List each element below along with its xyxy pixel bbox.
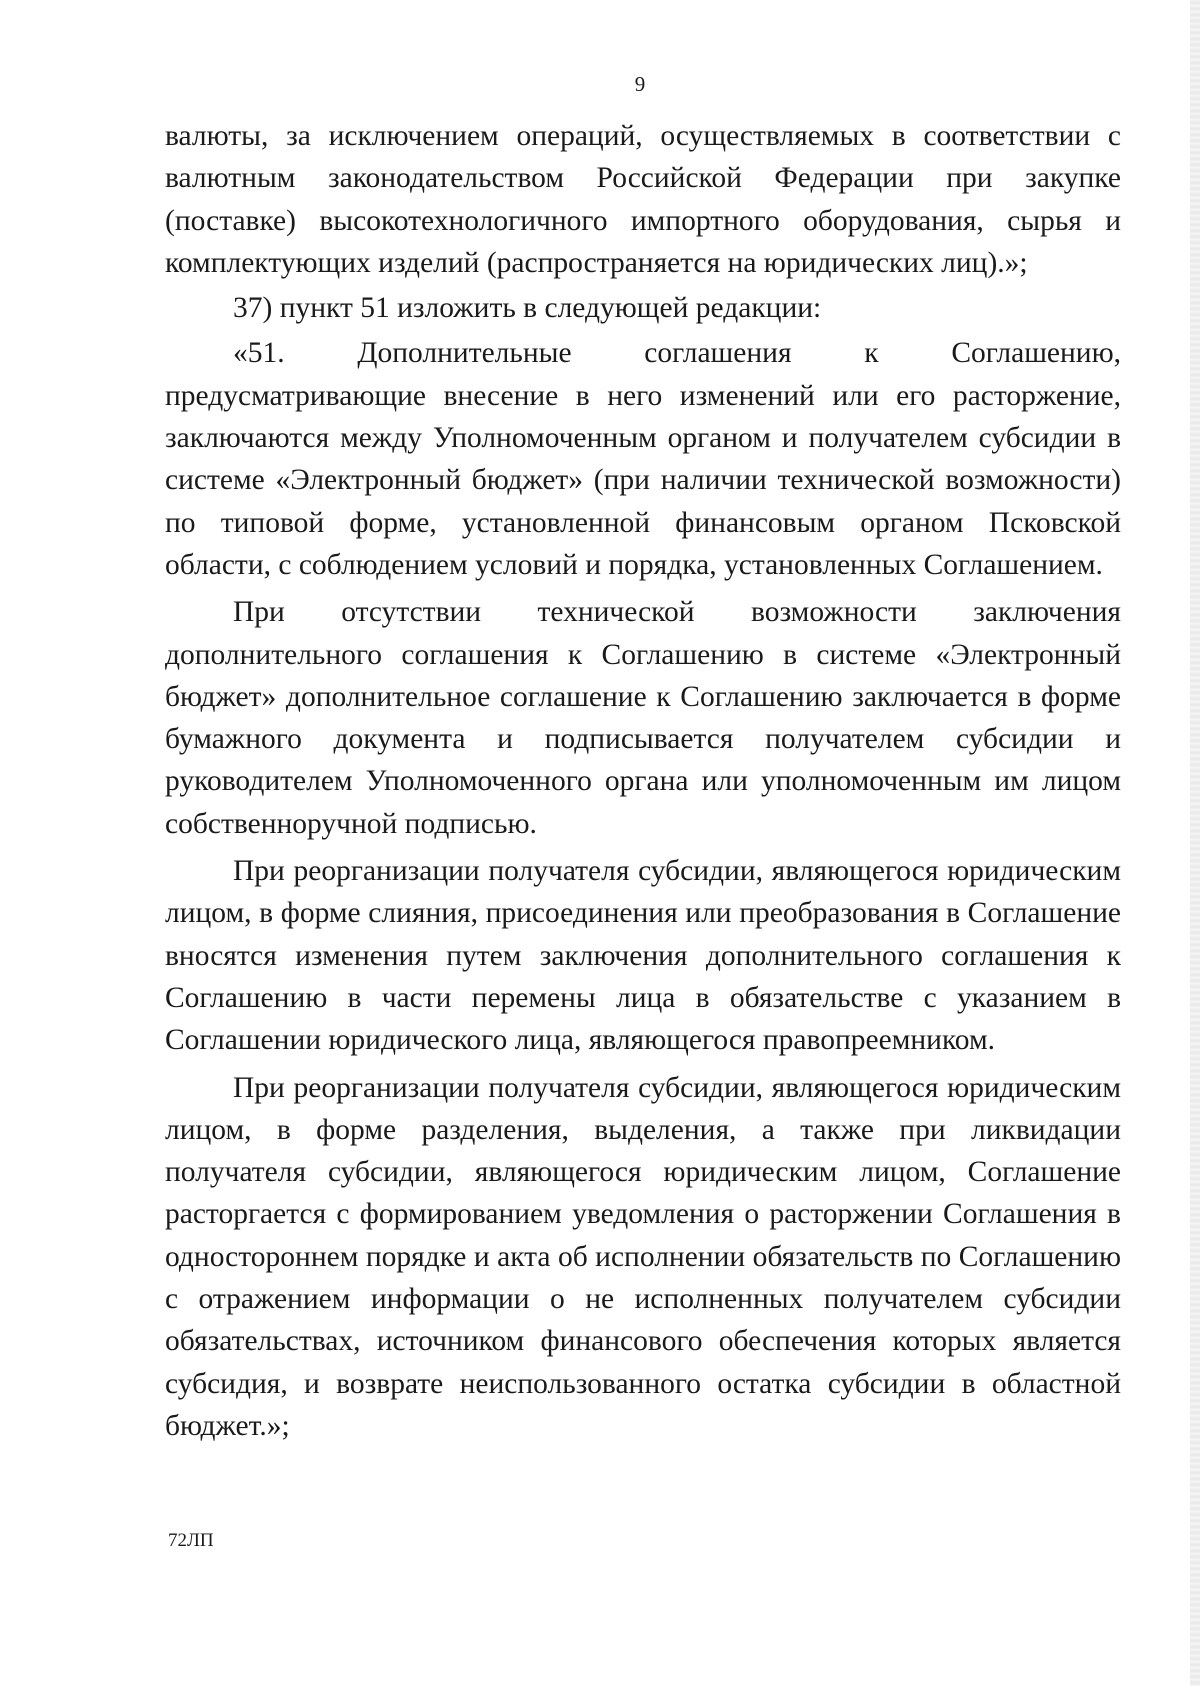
paragraph-reorganization-division: При реорганизации получателя субсидии, являющегося юридическим лицом, в форме разделения, выделения, а также при ликвидации получателя субсидии, являющегося юридическим лицом, Соглашение расторгается с формированием уведомления о расторжении Соглашения в одностороннем порядке и акта об исполнении обязательств по Соглашению с отражением информации о не исполненных получателем субсидии обязательствах, источником финансового обеспечения которых является субсидия, и возврате неиспользованного остатка субсидии в областной бюджет.»; (165, 1071, 1121, 1442)
paragraph-paper-document: При отсутствии технической возможности заключения дополнительного соглашения к Соглашению в системе «Электронный бюджет» дополнительное соглашение к Соглашению заключается в форме бумажного документа и подписывается получателем субсидии и руководителем Уполномоченного органа или уполномоченным им лицом собственноручной подписью. (165, 596, 1121, 840)
page-number: 9 (634, 72, 646, 96)
scan-edge (1190, 0, 1200, 1686)
document-code: 72ЛП (168, 1530, 214, 1551)
paragraph-reorganization-merger: При реорганизации получателя субсидии, являющегося юридическим лицом, в форме слияния, присоединения или преобразования в Соглашение вносятся изменения путем заключения дополнительного соглашения к Соглашению в части перемены лица в обязательстве с указанием в Соглашении юридического лица, являющегося правопреемником. (165, 855, 1121, 1057)
paragraph-currency-continuation: валюты, за исключением операций, осуществляемых в соответствии с валютным законодательством Российской Федерации при закупке (поставке) высокотехнологичного импортного оборудования, сырья и комплектующих изделий (распространяется на юридических лиц).»; (165, 120, 1121, 279)
paragraph-item-37: 37) пункт 51 изложить в следующей редакции: (233, 292, 822, 325)
document-body (165, 115, 1121, 1447)
paragraph-point-51: «51. Дополнительные соглашения к Соглашению, предусматривающие внесение в него изменений или его расторжение, заключаются между Уполномоченным органом и получателем субсидии в системе «Электронный бюджет» (при наличии технической возможности) по типовой форме, установленной финансовым органом Псковской области, с соблюдением условий и порядка, установленных Соглашением. (165, 337, 1121, 581)
